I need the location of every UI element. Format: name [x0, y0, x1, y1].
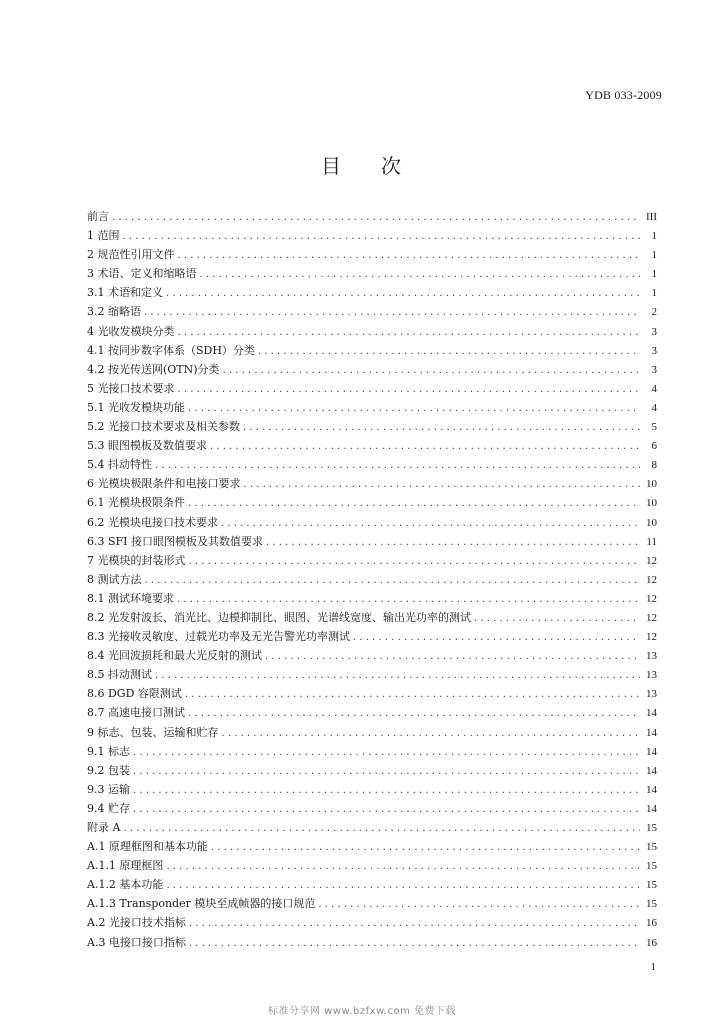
dot-leader	[155, 670, 640, 681]
toc-entry-label: A.1.1 原理框图	[87, 859, 164, 873]
toc-entry-label: 8 测试方法	[87, 572, 142, 586]
toc-entry[interactable]	[87, 342, 657, 361]
toc-entry[interactable]	[87, 437, 657, 456]
dot-leader	[211, 842, 640, 853]
toc-entry-page: 8	[651, 459, 657, 472]
toc-entry-page: 16	[646, 936, 657, 949]
dot-leader	[265, 651, 640, 662]
dot-leader	[188, 708, 640, 719]
toc-entry-page: 13	[646, 669, 657, 682]
toc-entry-page: 15	[646, 879, 657, 892]
dot-leader	[144, 307, 640, 318]
dot-leader	[200, 269, 641, 280]
toc-entry-page: 13	[646, 688, 657, 701]
toc-entry-page: 14	[646, 783, 657, 796]
toc-entry-page: 10	[646, 516, 657, 529]
toc-entry-page: 1	[651, 230, 657, 243]
toc-entry[interactable]	[87, 628, 657, 647]
toc-entry-page: 12	[646, 592, 657, 605]
toc-entry[interactable]	[87, 361, 657, 380]
toc-entry-label: A.1 原理框图和基本功能	[87, 840, 208, 854]
dot-leader	[243, 422, 640, 433]
toc-entry[interactable]	[87, 533, 657, 552]
toc-entry-label: 4 光收发模块分类	[87, 324, 175, 338]
toc-entry-page: 14	[646, 707, 657, 720]
toc-entry-page: 10	[646, 478, 657, 491]
toc-entry-page: 3	[651, 363, 657, 376]
toc-entry-label: 3.1 术语和定义	[87, 286, 163, 300]
toc-entry-label: A.2 光接口技术指标	[87, 916, 186, 930]
toc-entry-label: 3.2 缩略语	[87, 305, 141, 319]
title-part-1: 目	[321, 154, 343, 178]
toc-entry-page: 15	[646, 841, 657, 854]
toc-entry[interactable]	[87, 399, 657, 418]
dot-leader	[112, 212, 640, 223]
toc-entry[interactable]	[87, 914, 657, 933]
dot-leader	[166, 288, 640, 299]
toc-entry-page: 13	[646, 650, 657, 663]
toc-entry[interactable]	[87, 323, 657, 342]
toc-entry[interactable]	[87, 514, 657, 533]
toc-entry-page: 15	[646, 822, 657, 834]
dot-leader	[133, 785, 640, 796]
toc-entry-page: 14	[646, 745, 657, 758]
toc-entry-page: 15	[646, 860, 657, 873]
toc-entry[interactable]	[87, 857, 657, 876]
toc-entry[interactable]	[87, 800, 657, 819]
toc-entry[interactable]	[87, 647, 657, 666]
toc-entry-page: 12	[646, 611, 657, 624]
toc-entry-page: 11	[646, 535, 657, 548]
toc-entry[interactable]	[87, 762, 657, 781]
toc-entry[interactable]	[87, 781, 657, 800]
dot-leader	[133, 747, 640, 758]
toc-entry[interactable]	[87, 724, 657, 743]
toc-entry-page: 12	[646, 631, 657, 644]
toc-entry-label: 9.3 运输	[87, 782, 130, 796]
dot-leader	[318, 899, 640, 910]
toc-entry-label: 6.3 SFI 接口眼图模板及其数值要求	[87, 534, 263, 548]
toc-entry[interactable]	[87, 876, 657, 895]
toc-entry-label: 5 光接口技术要求	[87, 381, 175, 395]
toc-entry-page: 12	[646, 573, 657, 586]
toc-entry-page: 1	[651, 249, 657, 262]
dot-leader	[177, 594, 640, 605]
dot-leader	[222, 728, 641, 739]
toc-entry[interactable]	[87, 609, 657, 628]
dot-leader	[178, 384, 641, 395]
toc-entry-label: 4.2 按光传送网(OTN)分类	[87, 362, 220, 376]
dot-leader	[258, 346, 640, 357]
dot-leader	[155, 460, 640, 471]
toc-entry[interactable]	[87, 418, 657, 437]
toc-entry-page: 16	[646, 917, 657, 930]
watermark-text: 标准分享网 www.bzfxw.com 免费下载	[268, 1006, 456, 1017]
toc-entry-label: 6.2 光模块电接口技术要求	[87, 515, 218, 529]
toc-entry[interactable]	[87, 666, 657, 685]
toc-entry-label: A.1.2 基本功能	[87, 878, 164, 892]
toc-entry[interactable]	[87, 246, 657, 265]
toc-entry-label: 5.3 眼图模板及数值要求	[87, 439, 207, 453]
document-code: YDB 033-2009	[585, 88, 662, 102]
page-number: 1	[650, 961, 656, 973]
table-of-contents	[87, 208, 657, 953]
toc-entry-label: 9.1 标志	[87, 744, 130, 758]
dot-leader	[178, 250, 641, 261]
toc-entry[interactable]	[87, 743, 657, 762]
toc-entry-label: 6 光模块极限条件和电接口要求	[87, 477, 241, 491]
toc-entry-label: 5.2 光接口技术要求及相关参数	[87, 420, 240, 434]
toc-entry[interactable]	[87, 208, 657, 227]
toc-entry-page: 14	[646, 764, 657, 777]
dot-leader	[210, 441, 640, 452]
toc-entry[interactable]	[87, 934, 657, 953]
toc-entry-label: 8.5 抖动测试	[87, 668, 152, 682]
dot-leader	[166, 880, 640, 891]
dot-leader	[244, 479, 641, 490]
toc-entry-label: 附录 A	[87, 821, 121, 834]
toc-entry-label: 5.1 光收发模块功能	[87, 400, 185, 414]
toc-entry-label: 9.2 包装	[87, 763, 130, 777]
dot-leader	[353, 632, 640, 643]
toc-entry-label: 6.1 光模块极限条件	[87, 496, 185, 510]
dot-leader	[178, 327, 641, 338]
dot-leader	[474, 613, 640, 624]
toc-entry-label: 5.4 抖动特性	[87, 458, 152, 472]
toc-entry-page: 4	[651, 382, 657, 395]
toc-entry-page: 14	[646, 726, 657, 739]
toc-entry-label: 9 标志、包装、运输和贮存	[87, 725, 219, 739]
toc-entry[interactable]	[87, 685, 657, 704]
toc-entry-page: 3	[651, 344, 657, 357]
toc-entry[interactable]	[87, 494, 657, 513]
toc-entry[interactable]	[87, 704, 657, 723]
toc-entry[interactable]	[87, 838, 657, 857]
dot-leader	[133, 804, 640, 815]
toc-entry-label: 9.4 贮存	[87, 801, 130, 815]
title-part-2: 次	[381, 154, 403, 178]
toc-entry[interactable]	[87, 819, 657, 838]
toc-entry[interactable]	[87, 227, 657, 246]
toc-entry-label: A.1.3 Transponder 模块至成帧器的接口规范	[87, 897, 316, 911]
dot-leader	[188, 498, 640, 509]
dot-leader	[189, 938, 640, 949]
toc-entry-page: 10	[646, 497, 657, 510]
toc-entry-label: 8.6 DGD 容限测试	[87, 687, 182, 701]
toc-entry-page: 5	[651, 421, 657, 434]
dot-leader	[145, 575, 641, 586]
toc-entry-page: 6	[651, 440, 657, 453]
dot-leader	[185, 689, 640, 700]
toc-entry-label: 1 范围	[87, 229, 120, 243]
dot-leader	[123, 823, 640, 834]
toc-entry[interactable]	[87, 380, 657, 399]
toc-entry-label: 8.2 光发射波长、消光比、边模抑制比、眼图、光谱线宽度、输出光功率的测试	[87, 610, 471, 624]
toc-entry-label: 前言	[87, 210, 109, 223]
dot-leader	[223, 365, 640, 376]
dot-leader	[266, 537, 640, 548]
dot-leader	[188, 403, 640, 414]
toc-entry-label: 8.4 光回波损耗和最大光反射的测试	[87, 649, 262, 663]
toc-entry-label: 2 规范性引用文件	[87, 248, 175, 262]
toc-entry[interactable]	[87, 284, 657, 303]
dot-leader	[133, 766, 640, 777]
toc-entry-page: 1	[651, 287, 657, 300]
toc-entry[interactable]	[87, 895, 657, 914]
toc-entry-page: 12	[646, 554, 657, 567]
toc-entry-label: A.3 电接口接口指标	[87, 935, 186, 949]
toc-entry[interactable]	[87, 303, 657, 322]
toc-entry-page: 3	[651, 325, 657, 338]
dot-leader	[189, 918, 640, 929]
dot-leader	[221, 518, 640, 529]
toc-entry-page: 1	[651, 268, 657, 281]
toc-entry-label: 3 术语、定义和缩略语	[87, 267, 197, 281]
toc-entry[interactable]	[87, 571, 657, 590]
toc-entry-label: 8.3 光接收灵敏度、过载光功率及无光告警光功率测试	[87, 630, 350, 644]
toc-entry[interactable]	[87, 590, 657, 609]
toc-entry-page: 14	[646, 802, 657, 815]
page-title	[0, 150, 724, 179]
dot-leader	[189, 556, 641, 567]
toc-entry[interactable]	[87, 456, 657, 475]
toc-entry-page: 2	[651, 306, 657, 319]
dot-leader	[166, 861, 640, 872]
toc-entry[interactable]	[87, 552, 657, 571]
dot-leader	[123, 231, 641, 242]
toc-entry-page: 15	[646, 898, 657, 911]
toc-entry-label: 4.1 按同步数字体系（SDH）分类	[87, 343, 255, 357]
toc-entry-page: 4	[651, 401, 657, 414]
toc-entry-page: III	[646, 211, 657, 223]
toc-entry[interactable]	[87, 475, 657, 494]
toc-entry-label: 7 光模块的封装形式	[87, 553, 186, 567]
toc-entry[interactable]	[87, 265, 657, 284]
toc-entry-label: 8.1 测试环境要求	[87, 591, 174, 605]
toc-entry-label: 8.7 高速电接口测试	[87, 706, 185, 720]
